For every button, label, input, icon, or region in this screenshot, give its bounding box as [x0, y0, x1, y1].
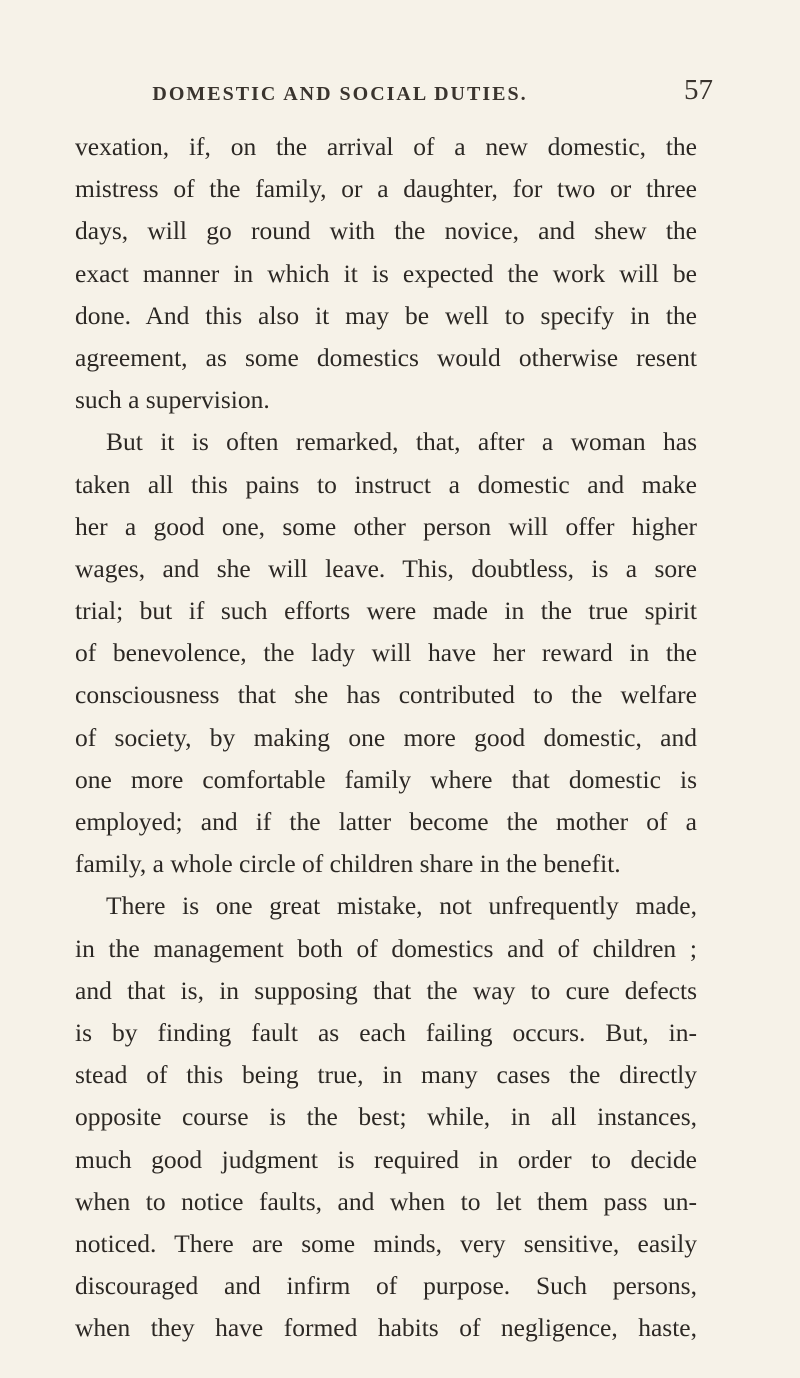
text-line: is by finding fault as each failing occurs. But, in- — [75, 1017, 697, 1047]
text-line: trial; but if such efforts were made in the true spirit — [75, 596, 697, 626]
text-line: agreement, as some domestics would otherwise resent — [75, 342, 697, 372]
text-line: opposite course is the best; while, in all instances, — [75, 1102, 697, 1132]
text-line: done. And this also it may be well to specify in the — [75, 300, 697, 330]
text-line: in the management both of domestics and of children ; — [75, 933, 697, 963]
text-line: vexation, if, on the arrival of a new domestic, the — [75, 132, 697, 161]
text-line: much good judgment is required in order to decide — [75, 1144, 697, 1174]
text-line: of benevolence, the lady will have her reward in the — [75, 638, 697, 668]
text-line: of society, by making one more good domestic, and — [75, 722, 697, 752]
text-line: family, a whole circle of children share in the benefit. — [75, 849, 621, 879]
text-line: discouraged and infirm of purpose. Such persons, — [75, 1271, 697, 1301]
body-text — [75, 126, 697, 1349]
text-line: stead of this being true, in many cases the directly — [75, 1060, 697, 1090]
paragraph-start-line: There is one great mistake, not unfrequently made, — [106, 891, 697, 921]
text-line: exact manner in which it is expected the work will be — [75, 258, 697, 288]
text-line: such a supervision. — [75, 385, 270, 415]
text-line: and that is, in supposing that the way to cure defects — [75, 975, 697, 1005]
paragraph-start-line: But it is often remarked, that, after a woman has — [106, 427, 697, 457]
text-line: employed; and if the latter become the mother of a — [75, 807, 697, 836]
text-line: when to notice faults, and when to let them pass un- — [75, 1186, 697, 1216]
text-line: wages, and she will leave. This, doubtless, is a sore — [75, 553, 697, 583]
page-number: 57 — [684, 74, 713, 106]
text-line: days, will go round with the novice, and shew the — [75, 216, 697, 246]
text-line: noticed. There are some minds, very sensitive, easily — [75, 1228, 697, 1258]
text-line: when they have formed habits of negligence, haste, — [75, 1313, 697, 1343]
running-head: DOMESTIC AND SOCIAL DUTIES. — [152, 83, 528, 105]
text-line: consciousness that she has contributed to the welfare — [75, 680, 697, 710]
text-line: her a good one, some other person will offer higher — [75, 511, 697, 541]
text-line: one more comfortable family where that domestic is — [75, 764, 697, 794]
text-line: taken all this pains to instruct a domestic and make — [75, 469, 697, 499]
text-line: mistress of the family, or a daughter, for two or three — [75, 174, 697, 204]
